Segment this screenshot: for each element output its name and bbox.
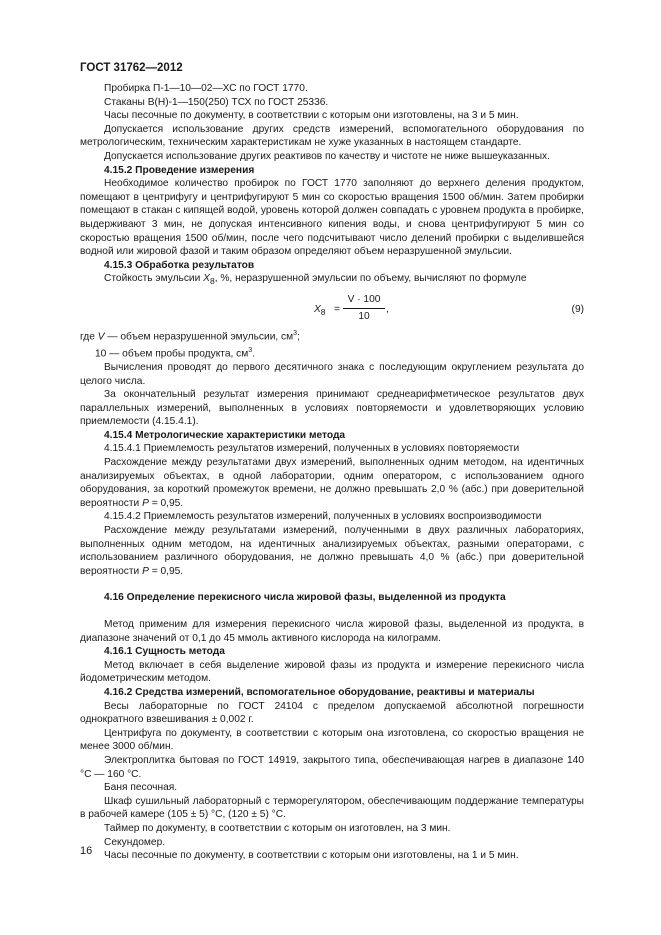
variable: P <box>142 565 149 577</box>
formula-variable: X <box>314 303 321 315</box>
paragraph: Весы лабораторные по ГОСТ 24104 с пределом допускаемой абсолютной погрешности однократного взвешивания ± 0,002 г. <box>80 700 584 726</box>
formula-equals: = <box>334 303 340 315</box>
text-run: — объем неразрушенной эмульсии, см <box>104 331 294 343</box>
superscript: 3 <box>248 346 253 354</box>
paragraph: Центрифуга по документу, в соответствии с которым она изготовлена, со скоростью вращения не менее 3000 об/мин. <box>80 727 584 753</box>
paragraph: Метод применим для измерения перекисного числа жировой фазы, выделенной из продукта, в диапазоне значений от 0,1 до 45 ммоль активного кислорода на килограмм. <box>80 619 584 644</box>
paragraph: Пробирка П-1—10—02—ХС по ГОСТ 1770. <box>104 83 308 94</box>
paragraph: Баня песочная. <box>104 782 178 794</box>
text-run: ; <box>297 331 300 343</box>
text-run: 10 — объем пробы продукта, см <box>95 348 249 360</box>
paragraph <box>80 272 584 289</box>
subscript: 8 <box>209 276 215 287</box>
section-heading: 4.16.2 Средства измерений, вспомогательное оборудование, реактивы и материалы <box>104 686 535 698</box>
paragraph: Допускается использование других реактивов по качеству и чистоте не ниже вышеуказанных. <box>104 150 550 162</box>
formula <box>80 293 584 327</box>
paragraph: Электроплитка бытовая по ГОСТ 14919, закрытого типа, обеспечивающая нагрев в диапазоне 140 °С — 160 °С. <box>80 754 584 780</box>
text-run: Расхождение между результатами двух измерений, выполненных одним методом, на идентичных анализируемых объектах, в одной лаборатории, одним оператором, с использованием одного оборудования, за короткий промежуток времени, не должно превышать 2,0 % (абс.) при доверительной вероятности <box>80 457 584 509</box>
section-heading: 4.16.1 Сущность метода <box>104 646 225 658</box>
formula-numerator: V · 100 <box>347 293 381 305</box>
page-number: 16 <box>80 845 93 857</box>
text-run: = 0,95. <box>148 497 184 509</box>
variable: V <box>97 331 105 343</box>
variable: X <box>203 273 210 285</box>
paragraph: Стаканы В(Н)-1—150(250) ТСХ по ГОСТ 25336. <box>104 96 329 108</box>
paragraph: 4.15.4.1 Приемлемость результатов измерений, полученных в условиях повторяемости <box>104 443 520 455</box>
paragraph: Шкаф сушильный лабораторный с терморегулятором, обеспечивающим поддержание температуры в рабочей камере (105 ± 5) °С, (120 ± 5) °С. <box>80 795 584 821</box>
paragraph <box>80 456 584 510</box>
section-heading: 4.15.4 Метрологические характеристики метода <box>104 429 346 441</box>
paragraph: Секундомер. <box>104 836 166 848</box>
text-run: = 0,95. <box>148 565 184 577</box>
paragraph: 4.15.4.2 Приемлемость результатов измерений, полученных в условиях воспроизводимости <box>104 511 542 523</box>
paragraph: Метод включает в себя выделение жировой фазы из продукта и измерение перекисного числа йодометрическим методом. <box>80 659 584 685</box>
text-run: , %, неразрушенной эмульсии по объему, вычисляют по формуле <box>214 273 527 285</box>
paragraph: Необходимое количество пробирок по ГОСТ 1770 заполняют до верхнего деления продуктом, помещают в центрифугу и центрифугируют 5 мин со скоростью вращения 1500 об/мин. Затем пробирки помещают в стакан с кипящей водой, уровень которой должен совпадать с уровнем продукта в пробирке, выдерживают 3 мин, не допуская интенсивного кипения воды, и снова центрифугируют 5 мин со скоростью вращения 1500 об/мин, после чего подсчитывают число делений пробирки с выделившейся водной или жировой фазой и таким образом определяют объем неразрушенной эмульсии. <box>80 178 584 258</box>
paragraph: Таймер по документу, в соответствии с которым он изготовлен, на 3 мин. <box>104 822 451 834</box>
paragraph: Часы песочные по документу, в соответствии с которым они изготовлены, на 3 и 5 мин. <box>104 110 519 122</box>
definition-line <box>80 344 584 361</box>
text-run: Расхождение между результатами измерений, полученными в двух различных лабораториях, выполненных одним методом, на идентичных анализируемых объектах, разными операторами, с использованием различного оборудования, не должно превышать 4,0 % (абс.) при доверительной вероятности <box>80 525 584 577</box>
formula-denominator: 10 <box>358 310 370 322</box>
document-header: ГОСТ 31762—2012 <box>80 62 183 74</box>
text-run: . <box>252 348 256 360</box>
superscript: 3 <box>293 329 298 337</box>
page-body <box>80 82 584 863</box>
definition-line <box>80 327 584 344</box>
section-heading: 4.15.3 Обработка результатов <box>104 259 255 271</box>
fraction-bar <box>343 308 385 309</box>
formula-number: (9) <box>571 303 584 315</box>
paragraph: Часы песочные по документу, в соответствии с которым они изготовлены, на 1 и 5 мин. <box>104 850 519 862</box>
formula-fraction <box>343 293 385 323</box>
paragraph: Допускается использование других средств измерений, вспомогательного оборудования по метрологическим, техническим характеристикам не хуже указанных в настоящем стандарте. <box>80 123 584 149</box>
formula-lhs <box>314 303 326 320</box>
text-run: где <box>80 331 98 343</box>
formula-comma: , <box>386 303 389 315</box>
formula-subscript: 8 <box>320 306 326 317</box>
paragraph <box>80 524 584 578</box>
paragraph: За окончательный результат измерения принимают среднеарифметическое результатов двух параллельных измерений, выполненных в условиях повторяемости и удовлетворяющих условию приемлемости (4.15.4.1). <box>80 389 584 428</box>
section-heading: 4.16 Определение перекисного числа жировой фазы, выделенной из продукта <box>104 592 506 604</box>
variable-definitions <box>80 327 584 361</box>
variable: P <box>142 497 149 509</box>
section-heading: 4.15.2 Проведение измерения <box>104 164 255 176</box>
text-run: Стойкость эмульсии <box>104 273 204 285</box>
paragraph: Вычисления проводят до первого десятичного знака с последующим округлением результата до целого числа. <box>80 361 584 387</box>
